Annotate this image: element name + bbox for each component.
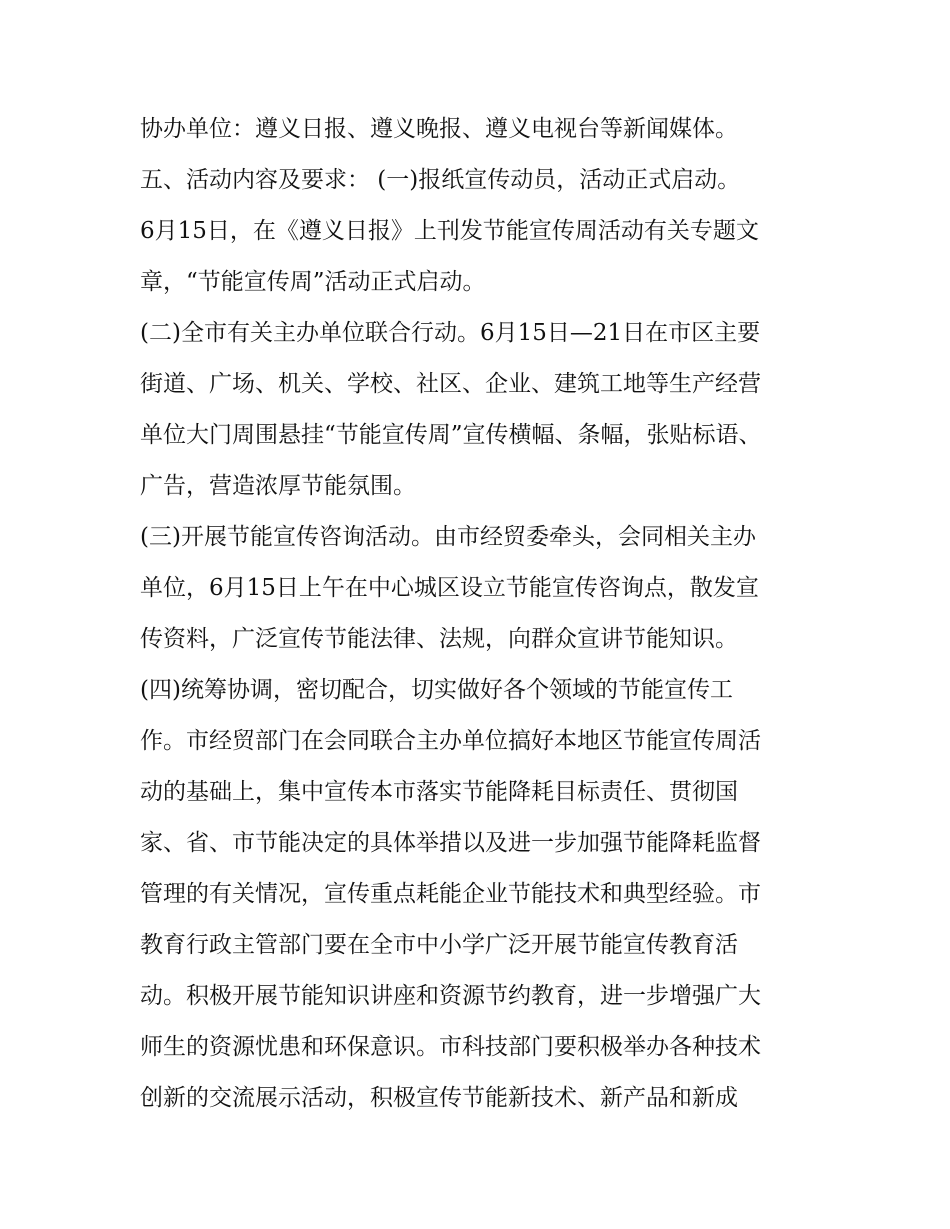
text-line-20: 创新的交流展示活动，积极宣传节能新技术、新产品和新成 [140,1085,738,1111]
text-line-7: 单位大门周围悬挂“节能宣传周”宣传横幅、条幅，张贴标语、 [140,422,762,448]
text-line-9: (三)开展节能宣传咨询活动。由市经贸委牵头，会同相关主办 [140,524,756,550]
text-line-2: 五、活动内容及要求： (一)报纸宣传动员，活动正式启动。 [140,167,741,193]
text-line-14: 动的基础上，集中宣传本市落实节能降耗目标责任、贯彻国 [140,779,738,805]
text-line-11: 传资料，广泛宣传节能法律、法规，向群众宣讲节能知识。 [140,626,738,652]
text-line-1: 协办单位：遵义日报、遵义晚报、遵义电视台等新闻媒体。 [140,116,738,142]
text-line-6: 街道、广场、机关、学校、社区、企业、建筑工地等生产经营 [140,371,761,397]
text-line-5: (二)全市有关主办单位联合行动。6月15日—21日在市区主要 [140,320,761,346]
document-body [140,104,830,1124]
text-line-15: 家、省、市节能决定的具体举措以及进一步加强节能降耗监督 [140,830,761,856]
text-line-10: 单位，6月15日上午在中心城区设立节能宣传咨询点，散发宣 [140,575,759,601]
text-line-3: 6月15日，在《遵义日报》上刊发节能宣传周活动有关专题文 [140,218,759,244]
text-line-16: 管理的有关情况，宣传重点耗能企业节能技术和典型经验。市 [140,881,761,907]
text-line-18: 动。积极开展节能知识讲座和资源节约教育，进一步增强广大 [140,983,761,1009]
text-line-13: 作。市经贸部门在会同联合主办单位搞好本地区节能宣传周活 [140,728,761,754]
text-line-4: 章，“节能宣传周”活动正式启动。 [140,269,486,295]
text-line-8: 广告，营造浓厚节能氛围。 [140,473,416,499]
text-line-19: 师生的资源忧患和环保意识。市科技部门要积极举办各种技术 [140,1034,761,1060]
text-line-12: (四)统筹协调，密切配合，切实做好各个领域的节能宣传工 [140,677,733,703]
text-line-17: 教育行政主管部门要在全市中小学广泛开展节能宣传教育活 [140,932,738,958]
